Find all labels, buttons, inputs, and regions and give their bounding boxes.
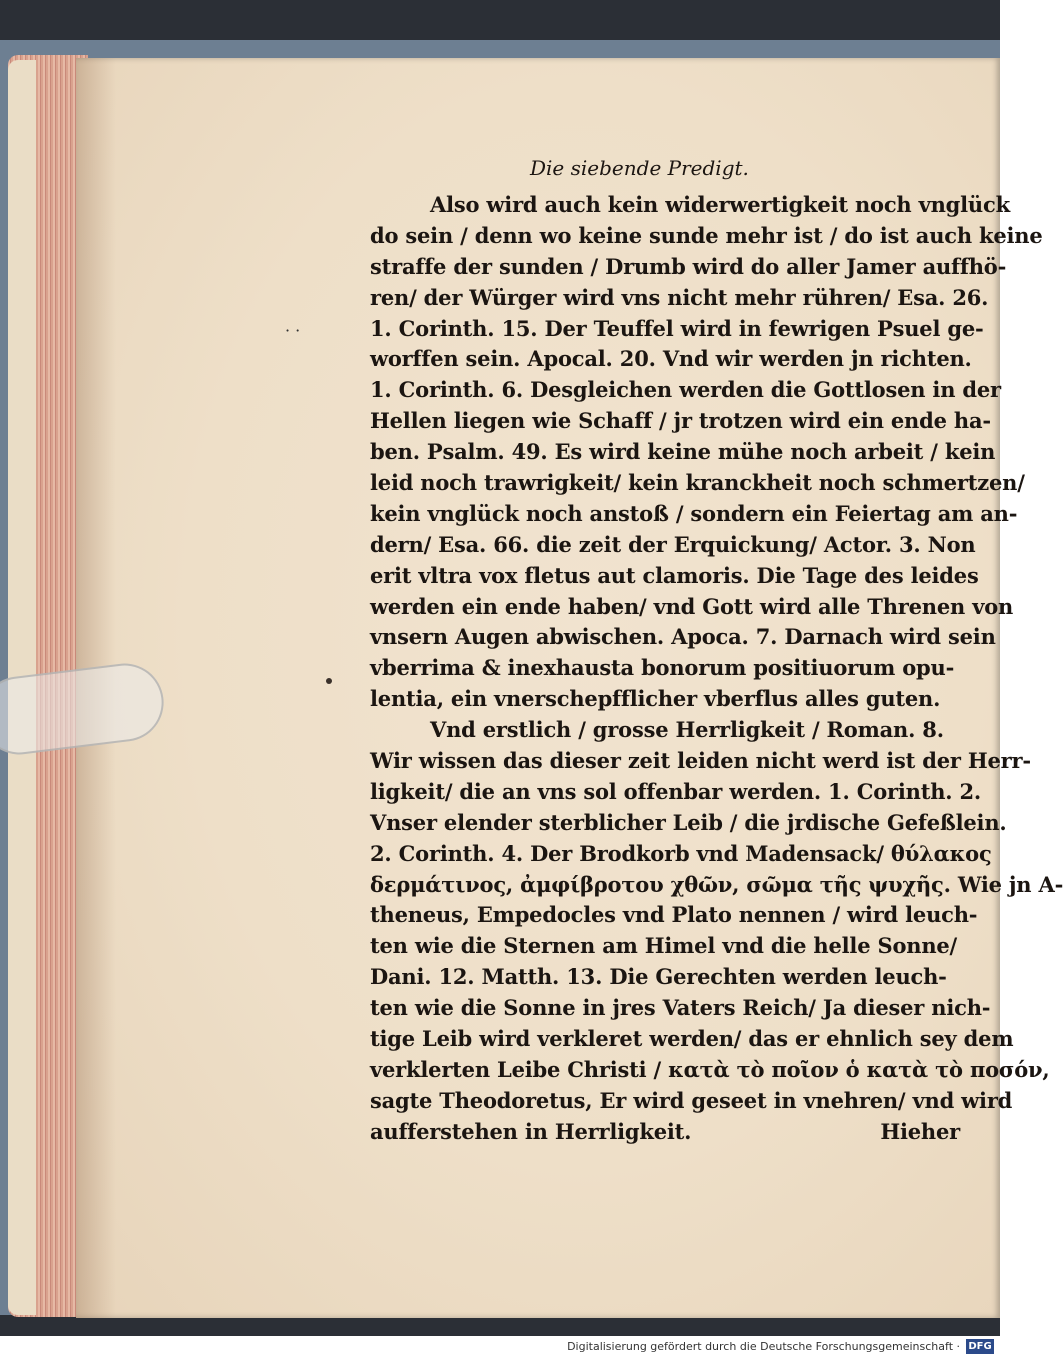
text-line: do sein / denn wo keine sunde mehr ist / do ist auch keine [370, 222, 1043, 248]
text-line: kein vnglück noch anstoß / sondern ein Feiertag am an- [370, 500, 1018, 526]
margin-dot [326, 678, 332, 684]
text-line: ren/ der Würger wird vns nicht mehr rühren/ Esa. 26. [370, 284, 989, 310]
text-line: tige Leib wird verkleret werden/ das er ehnlich sey dem [370, 1026, 1014, 1052]
page-text [370, 190, 1063, 1148]
text-line: δερμάτινος, ἀμφίβροτου χθῶν, σῶμα τῆς ψυχῆς. Wie jn A- [370, 871, 1063, 897]
text-line: aufferstehen in Herrligkeit. [370, 1118, 692, 1144]
text-line: vberrima & inexhausta bonorum positiuorum opu- [370, 655, 955, 681]
text-line: ten wie die Sternen am Himel vnd die helle Sonne/ [370, 933, 958, 959]
text-line: Vnser elender sterblicher Leib / die jrdische Gefeßlein. [370, 809, 1007, 835]
margin-mark: · · [285, 321, 301, 340]
last-line-row [370, 1117, 960, 1148]
text-line: 2. Corinth. 4. Der Brodkorb vnd Madensack/ θύλακος [370, 840, 992, 866]
funding-credit: Digitalisierung gefördert durch die Deutsche Forschungsgemeinschaft · [567, 1340, 960, 1353]
text-line: worffen sein. Apocal. 20. Vnd wir werden jn richten. [370, 346, 972, 372]
text-line: straffe der sunden / Drumb wird do aller Jamer auffhö- [370, 253, 1007, 279]
text-line: Dani. 12. Matth. 13. Die Gerechten werden leuch- [370, 964, 947, 990]
text-line: Also wird auch kein widerwertigkeit noch vnglück [430, 192, 1010, 217]
running-header: Die siebende Predigt. [530, 156, 749, 180]
text-line: ten wie die Sonne in jres Vaters Reich/ Ja dieser nich- [370, 995, 991, 1021]
dfg-logo: DFG [966, 1339, 994, 1354]
text-line: sagte Theodoretus, Er wird geseet in vnehren/ vnd wird [370, 1087, 1013, 1113]
catchword: Hieher [880, 1118, 960, 1144]
text-line: Vnd erstlich / grosse Herrligkeit / Roman. 8. [430, 717, 944, 743]
text-line: Hellen liegen wie Schaff / jr trotzen wird ein ende ha- [370, 408, 991, 434]
text-line: verklerten Leibe Christi / κατὰ τὸ ποῖον ὁ κατὰ τὸ ποσόν, [370, 1056, 1050, 1082]
text-line: ben. Psalm. 49. Es wird keine mühe noch arbeit / kein [370, 439, 996, 465]
text-line: leid noch trawrigkeit/ kein kranckheit noch schmertzen/ [370, 470, 1025, 496]
text-line: dern/ Esa. 66. die zeit der Erquickung/ Actor. 3. Non [370, 531, 976, 557]
text-line: lentia, ein vnerschepfflicher vberflus alles guten. [370, 686, 941, 712]
text-line: werden ein ende haben/ vnd Gott wird alle Threnen von [370, 593, 1014, 619]
text-line: vnsern Augen abwischen. Apoca. 7. Darnach wird sein [370, 624, 996, 650]
text-line: ligkeit/ die an vns sol offenbar werden. 1. Corinth. 2. [370, 778, 982, 804]
text-line: 1. Corinth. 15. Der Teuffel wird in fewrigen Psuel ge- [370, 315, 984, 341]
text-line: erit vltra vox fletus aut clamoris. Die Tage des leides [370, 562, 979, 588]
text-line: theneus, Empedocles vnd Plato nennen / wird leuch- [370, 902, 978, 928]
text-line: 1. Corinth. 6. Desgleichen werden die Gottlosen in der [370, 377, 1001, 403]
text-line: Wir wissen das dieser zeit leiden nicht werd ist der Herr- [370, 748, 1031, 774]
